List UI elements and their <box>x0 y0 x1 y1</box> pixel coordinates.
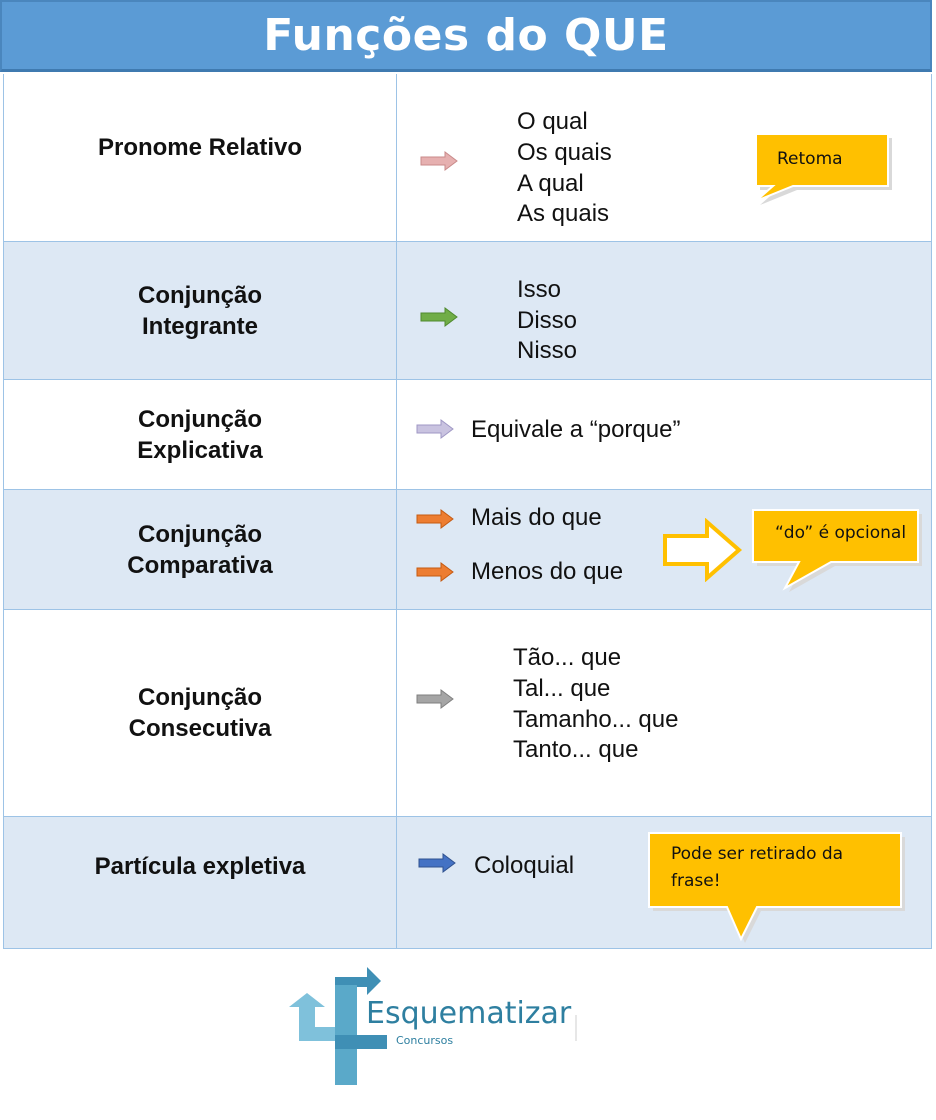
row-label <box>137 404 262 466</box>
row-label-cell <box>4 490 397 609</box>
row-label: Partícula expletiva <box>94 853 306 880</box>
outline-arrow-icon <box>661 518 743 582</box>
logo-name: Esquematizar <box>366 996 572 1031</box>
row-label-line: Conjunção <box>138 684 262 711</box>
table-row <box>4 74 931 242</box>
row-content-cell <box>397 817 931 948</box>
pink-arrow-icon <box>419 150 459 172</box>
item-text: Disso <box>517 307 578 334</box>
row-label-cell <box>4 242 397 379</box>
gray-arrow-icon <box>415 688 455 710</box>
row-label <box>138 280 262 342</box>
row-label-line: Consecutiva <box>128 715 272 742</box>
bubble-line: Pode ser retirado da <box>671 844 844 864</box>
row-label: Pronome Relativo <box>97 134 303 161</box>
row-label-line: Conjunção <box>138 405 262 433</box>
green-arrow-icon <box>419 306 459 328</box>
row-label-line: Integrante <box>141 312 258 340</box>
page-title: Funções do QUE <box>263 10 669 61</box>
bubble-text <box>671 841 843 895</box>
row-label-cell <box>4 610 397 816</box>
row-label <box>129 682 272 744</box>
item-text: Mais do que <box>471 504 602 531</box>
row-label-line: Conjunção <box>137 520 262 548</box>
blue-arrow-icon <box>417 852 457 874</box>
row-label-line: Explicativa <box>137 436 263 464</box>
row-label <box>127 519 272 581</box>
row-label-cell <box>4 817 397 948</box>
item-text: As quais <box>517 200 610 227</box>
table-row <box>4 817 931 949</box>
item-text: A qual <box>517 170 584 197</box>
logo-subtitle: Concursos <box>396 1034 454 1047</box>
row-content-cell <box>397 490 931 609</box>
table-row <box>4 610 931 817</box>
orange-arrow-icon <box>415 508 455 530</box>
row-label-cell <box>4 74 397 241</box>
item-text: Menos do que <box>471 558 624 585</box>
row-content-cell <box>397 610 931 816</box>
table-row <box>4 242 931 380</box>
item-text: Equivale a “porque” <box>471 416 681 443</box>
item-text: Nisso <box>517 337 578 364</box>
bubble-line: frase! <box>671 871 721 891</box>
table-row <box>4 380 931 490</box>
item-text: Os quais <box>517 139 612 166</box>
item-text: Tão... que <box>513 644 622 671</box>
bubble-text: “do” é opcional <box>775 523 907 543</box>
row-label-cell <box>4 380 397 489</box>
item-text: Coloquial <box>474 852 575 879</box>
item-text: Isso <box>517 276 562 303</box>
row-content-cell <box>397 242 931 379</box>
item-text: Tal... que <box>513 675 611 702</box>
functions-table <box>3 74 932 949</box>
table-row <box>4 490 931 610</box>
lavender-arrow-icon <box>415 418 455 440</box>
bubble-text: Retoma <box>777 149 843 169</box>
orange-arrow-icon <box>415 561 455 583</box>
row-content-cell <box>397 380 931 489</box>
item-text: Tamanho... que <box>513 706 679 733</box>
row-content-cell <box>397 74 931 241</box>
title-banner <box>0 0 932 72</box>
item-text: O qual <box>517 108 588 135</box>
row-label-line: Conjunção <box>138 281 262 309</box>
row-label-line: Comparativa <box>127 551 273 579</box>
item-text: Tanto... que <box>513 736 639 763</box>
